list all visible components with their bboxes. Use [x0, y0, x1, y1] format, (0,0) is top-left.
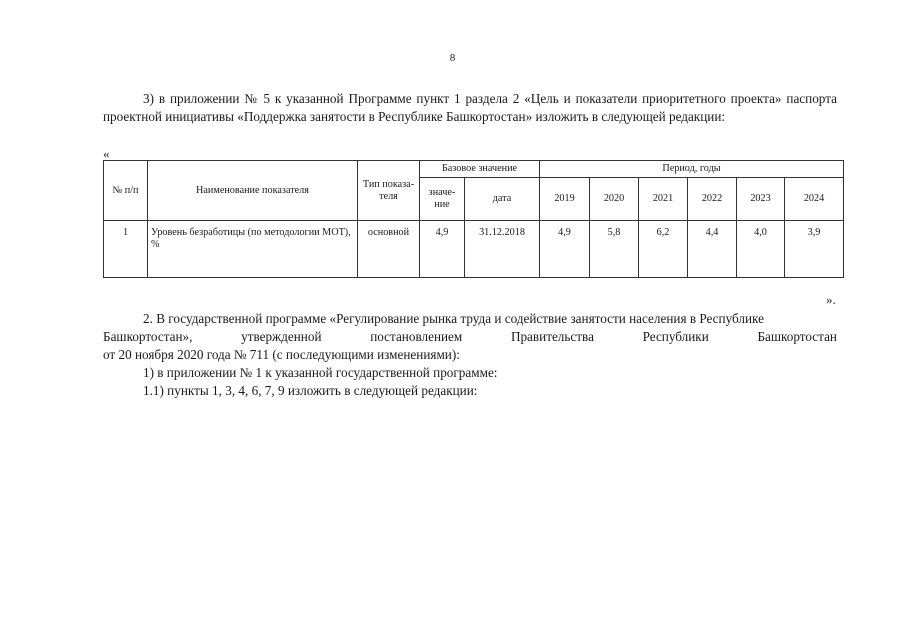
intro-paragraph: 3) в приложении № 5 к указанной Программе пункт 1 раздела 2 «Цель и показатели приоритетного проекта» паспорта проектной инициативы «Поддержка занятости в Республике Башкортостан» изложить в следующей редакции:	[103, 91, 837, 124]
cell-indicator-name: Уровень безработицы (по методологии МОТ), %	[148, 221, 358, 278]
cell-year-value: 5,8	[590, 221, 639, 278]
cell-base-value: 4,9	[420, 221, 465, 278]
paragraph-line: 2. В государственной программе «Регулирование рынка труда и содействие занятости населения в Республике	[143, 311, 764, 326]
paragraph-line: от 20 ноября 2020 года № 711 (с последующими изменениями):	[103, 347, 460, 362]
opening-quote-mark: «	[103, 146, 110, 161]
cell-number: 1	[104, 221, 148, 278]
header-base-value-value: значе-ние	[420, 178, 465, 221]
appendix-paragraph: 1) в приложении № 1 к указанной государственной программе:	[143, 365, 498, 380]
header-period: Период, годы	[540, 161, 844, 178]
header-base-value: Базовое значение	[420, 161, 540, 178]
header-year: 2022	[688, 178, 737, 221]
cell-base-date: 31.12.2018	[465, 221, 540, 278]
header-indicator-name: Наименование показателя	[148, 161, 358, 221]
closing-quote-mark: ».	[826, 292, 836, 307]
header-year: 2020	[590, 178, 639, 221]
header-indicator-type: Тип показа-теля	[358, 161, 420, 221]
cell-year-value: 4,9	[540, 221, 590, 278]
indicator-table	[103, 160, 844, 278]
cell-year-value: 3,9	[785, 221, 844, 278]
cell-indicator-type: основной	[358, 221, 420, 278]
header-year: 2024	[785, 178, 844, 221]
page-number: 8	[449, 52, 456, 64]
header-year: 2019	[540, 178, 590, 221]
header-base-value-date: дата	[465, 178, 540, 221]
header-year: 2023	[737, 178, 785, 221]
header-year: 2021	[639, 178, 688, 221]
items-paragraph: 1.1) пункты 1, 3, 4, 6, 7, 9 изложить в следующей редакции:	[143, 383, 478, 398]
program-amendment-paragraph	[103, 310, 837, 364]
cell-year-value: 4,4	[688, 221, 737, 278]
paragraph-line: Башкортостан», утвержденной постановлением Правительства Республики Башкортостан	[103, 329, 837, 344]
table-row	[104, 221, 844, 278]
cell-year-value: 6,2	[639, 221, 688, 278]
cell-year-value: 4,0	[737, 221, 785, 278]
header-number: № п/п	[104, 161, 148, 221]
